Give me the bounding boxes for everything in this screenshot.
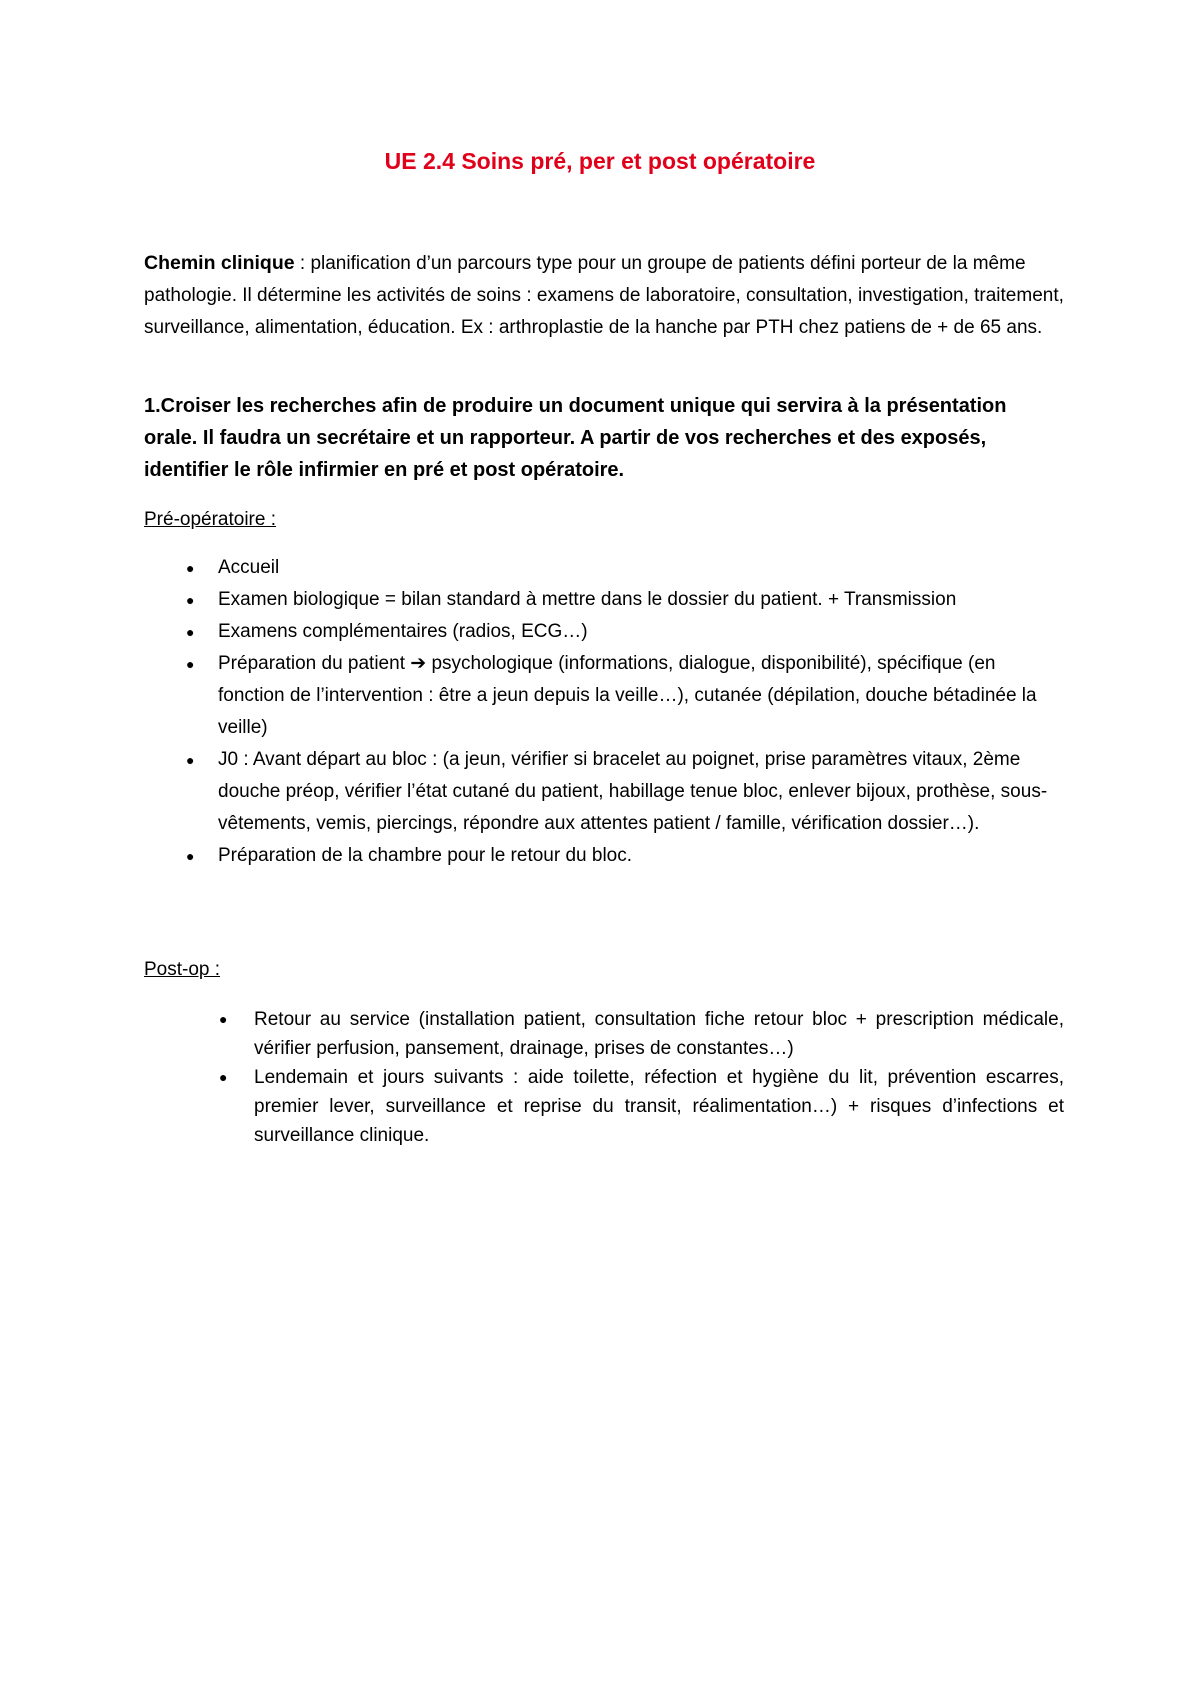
document-title: UE 2.4 Soins pré, per et post opératoire (384, 148, 816, 174)
pre-op-heading: Pré-opératoire : (144, 509, 277, 530)
bullet-icon: ● (186, 624, 195, 640)
bullet-icon: ● (186, 592, 195, 608)
bullet-icon: ● (186, 848, 195, 864)
list-item-text: Lendemain et jours suivants : aide toilette, réfection et hygiène du lit, prévention escarres, premier lever, surveillance et reprise du transit, réalimentation…) + risques d’infections et surveillance clinique. (254, 1067, 1064, 1146)
list-item-text: Préparation de la chambre pour le retour du bloc. (218, 845, 633, 866)
list-item (219, 1005, 1064, 1063)
list-item (186, 584, 1064, 616)
bullet-icon: ● (186, 752, 195, 768)
list-item (219, 1063, 1064, 1150)
arrow-right-icon: ➔ (410, 653, 427, 674)
list-item (186, 744, 1064, 840)
intro-text: : planification d’un parcours type pour un groupe de patients défini porteur de la même pathologie. Il détermine les activités de soins : examens de laboratoire, consultation, investigation, traitement, surveillance, alimentation, éducation. Ex : arthroplastie de la hanche par PTH chez patiens de + de 65 ans. (144, 253, 1064, 338)
task-instruction: 1.Croiser les recherches afin de produire un document unique qui servira à la présentation orale. Il faudra un secrétaire et un rapporteur. A partir de vos recherches et des exposés, identifier le rôle infirmier en pré et post opératoire. (144, 395, 1007, 481)
bullet-icon: ● (219, 1069, 228, 1085)
bullet-icon: ● (186, 656, 195, 672)
list-item-text: Examen biologique = bilan standard à mettre dans le dossier du patient. + Transmission (218, 589, 957, 610)
bullet-icon: ● (186, 560, 195, 576)
post-op-list (219, 1005, 1064, 1150)
list-item-text: psychologique (informations, dialogue, disponibilité), spécifique (en fonction de l’intervention : être a jeun depuis la veille…), cutanée (dépilation, douche bétadinée la veille) (218, 653, 1037, 738)
list-item-text: Examens complémentaires (radios, ECG…) (218, 621, 588, 642)
list-item-text: Préparation du patient (218, 653, 411, 674)
intro-term: Chemin clinique (144, 252, 295, 274)
list-item-text: J0 : Avant départ au bloc : (a jeun, vérifier si bracelet au poignet, prise paramètres vitaux, 2ème douche préop, vérifier l’état cutané du patient, habillage tenue bloc, enlever bijoux, prothèse, sous-vêtements, vemis, piercings, répondre aux attentes patient / famille, vérification dossier…). (218, 749, 1048, 834)
intro-paragraph (144, 247, 1064, 344)
pre-op-list (186, 552, 1064, 872)
list-item (186, 648, 1064, 744)
list-item-text: Retour au service (installation patient, consultation fiche retour bloc + prescription médicale, vérifier perfusion, pansement, drainage, prises de constantes…) (254, 1009, 1064, 1059)
list-item (186, 552, 1064, 584)
bullet-icon: ● (219, 1011, 228, 1027)
post-op-heading: Post-op : (144, 959, 221, 980)
list-item (186, 840, 1064, 872)
list-item-text: Accueil (218, 557, 280, 578)
list-item (186, 616, 1064, 648)
